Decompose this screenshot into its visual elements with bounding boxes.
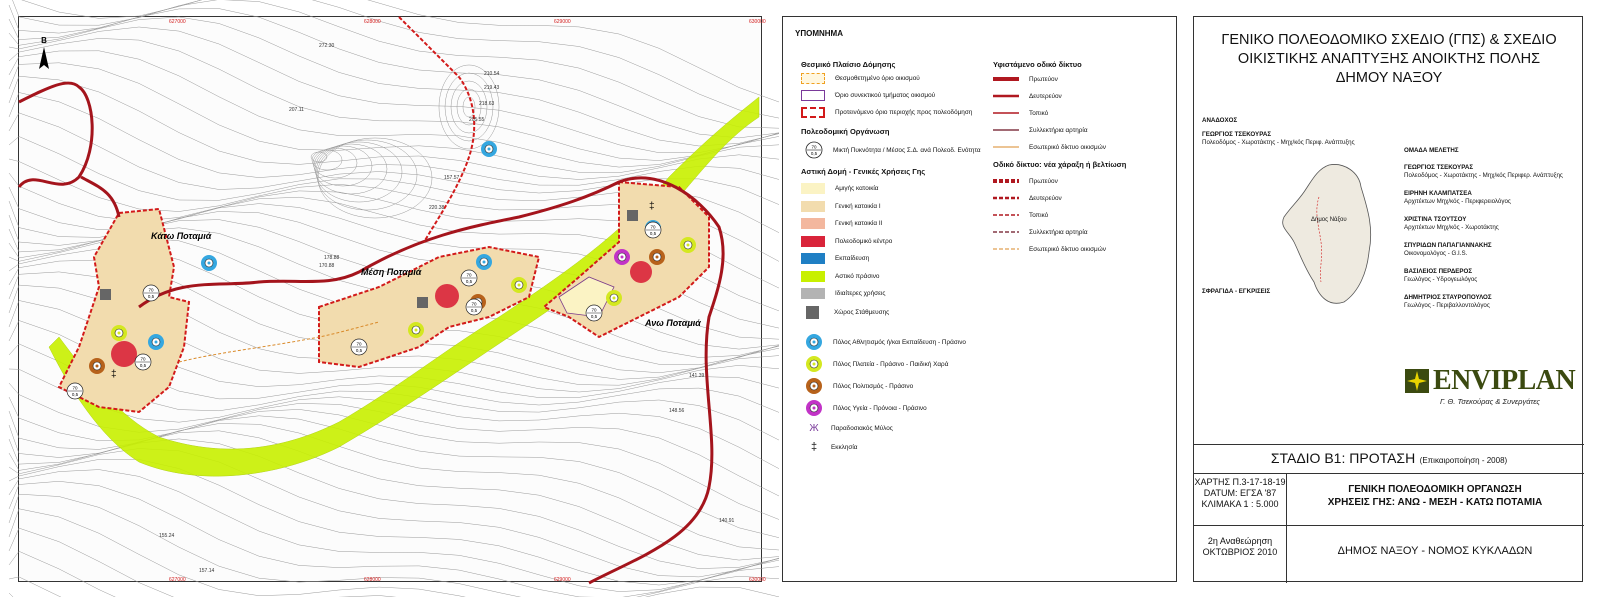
contour-line — [9, 449, 779, 577]
spot-height: 205.55 — [469, 117, 485, 123]
city-center-marker — [111, 341, 137, 367]
density-bottom: 0,5 — [465, 279, 473, 284]
contour-line — [9, 63, 779, 173]
legend-item — [993, 211, 1048, 219]
team-member-name: ΣΠΥΡΙΔΩΝ ΠΑΠΑΓΙΑΝΝΑΚΗΣ — [1404, 242, 1492, 249]
legend-label: Πρωτεύον — [1029, 177, 1058, 185]
mill-icon: Ж — [809, 423, 819, 434]
place-kato-potamia: Κάτω Ποταμιά — [151, 231, 212, 241]
road-primary-existing — [19, 83, 119, 217]
team-member-name: ΓΕΩΡΓΙΟΣ ΤΣΕΚΟΥΡΑΣ — [1404, 164, 1474, 171]
pole-marker — [201, 255, 217, 271]
sheet-title-line-1: ΓΕΝΙΚΗ ΠΟΛΕΟΔΟΜΙΚΗ ΟΡΓΑΝΩΣΗ — [1348, 484, 1522, 495]
datum: DATUM: ΕΓΣΑ '87 — [1203, 488, 1277, 498]
land-use-swatch — [801, 236, 825, 247]
land-use-swatch — [806, 306, 819, 319]
legend-label: Χώρος Στάθμευσης — [834, 308, 890, 316]
legend-label: Τοπικό — [1029, 211, 1049, 219]
spot-height: 140.91 — [719, 518, 735, 524]
legend-label: Αμιγής κατοικία — [835, 185, 879, 192]
svg-text:70: 70 — [811, 144, 817, 150]
legend-land-use-title: Αστική Δομή - Γενικές Χρήσεις Γης — [801, 167, 926, 176]
revision-info — [1194, 536, 1286, 558]
legend-item — [801, 73, 920, 84]
land-use-swatch — [801, 201, 825, 212]
place-ano-potamia: Ανω Ποταμιά — [645, 318, 701, 328]
land-use-swatch — [801, 271, 825, 282]
legend-item — [993, 75, 1058, 83]
contour-ring — [315, 144, 387, 194]
map-number: ΧΑΡΤΗΣ Π.3-17-18-19 — [1194, 477, 1286, 487]
density-marker — [67, 383, 83, 399]
contour-ring — [439, 65, 499, 149]
density-bottom: 0,5 — [649, 231, 657, 236]
density-top: 70 — [72, 385, 78, 391]
contour-line — [9, 470, 779, 592]
density-bottom: 0,5 — [139, 363, 147, 368]
pole-marker — [476, 254, 492, 270]
sheet-title-line-2: ΧΡΗΣΕΙΣ ΓΗΣ: ΑΝΩ - ΜΕΣΗ - ΚΑΤΩ ΠΟΤΑΜΙΑ — [1327, 497, 1543, 508]
pole-icon — [805, 377, 823, 395]
density-marker — [351, 339, 367, 355]
spot-height: 207.11 — [289, 107, 304, 113]
land-use-swatch — [801, 183, 825, 194]
logo-text: ENVIPLAN — [1433, 365, 1576, 396]
grid-label: 629000 — [554, 19, 571, 25]
legend-label: Όριο συνεκτικού τμήματος οικισμού — [835, 92, 936, 99]
legend-item — [801, 90, 935, 101]
legend-label: Εσωτερικό δίκτυο οικισμών — [1029, 143, 1106, 151]
title-panel — [1193, 16, 1583, 582]
swatch-cohesive-boundary — [801, 90, 825, 101]
grid-label: 629000 — [554, 577, 571, 583]
pole-marker — [680, 237, 696, 253]
north-label: Β — [41, 36, 47, 45]
place-mesi-potamia: Μέση Ποταμιά — [361, 267, 422, 277]
contour-line — [9, 528, 779, 597]
team-member-role: Πολεοδόμος - Χωροτάκτης - Μηχ/κός Περιφερ. Ανάπτυξης — [1404, 172, 1563, 179]
legend-label: Μικτή Πυκνότητα / Μέσος Σ.Δ. ανά Πολεοδ. Ενότητα — [833, 146, 981, 154]
legend-label: Πρωτεύον — [1029, 75, 1058, 83]
pole-marker — [511, 277, 527, 293]
legend-panel — [782, 16, 1177, 582]
road-line-icon — [993, 245, 1019, 253]
legend-label: Συλλεκτήρια αρτηρία — [1029, 126, 1088, 134]
inset-label: Δήμος Νάξου — [1311, 217, 1347, 223]
density-bottom: 0,5 — [590, 314, 598, 319]
pole-marker — [614, 249, 630, 265]
contour-line — [9, 509, 779, 597]
legend-label: Γενική κατοικία I — [835, 202, 881, 210]
legend-item — [801, 183, 879, 194]
legend-label: Πολεοδομικό κέντρο — [835, 237, 893, 245]
contour-line — [9, 481, 779, 597]
divider — [1194, 525, 1584, 526]
contour-line — [9, 0, 779, 128]
contour-line — [9, 76, 779, 179]
legend-item — [807, 423, 893, 434]
legend-label: Γενική κατοικία II — [835, 220, 883, 227]
legend-item — [993, 194, 1062, 202]
pole-marker — [111, 325, 127, 341]
density-marker — [645, 222, 661, 238]
grid-label: 630000 — [749, 577, 766, 583]
spot-height: 272.30 — [319, 43, 335, 49]
team-member-role: Γεωλόγος - Περιβαλλοντολόγος — [1404, 302, 1490, 309]
team-member-name: ΒΑΣΙΛΕΙΟΣ ΠΕΡΔΕΡΟΣ — [1404, 268, 1473, 275]
legend-label: Δευτερεύον — [1029, 194, 1062, 202]
spot-height: 178.88 — [324, 255, 340, 261]
road-line-icon — [993, 92, 1019, 100]
legend-title: ΥΠΟΜΝΗΜΑ — [795, 29, 843, 38]
team-label: ΟΜΑΔΑ ΜΕΛΕΤΗΣ — [1404, 147, 1459, 154]
legend-item — [993, 143, 1106, 151]
spot-height: 157.14 — [199, 568, 215, 574]
road-line-icon — [993, 126, 1019, 134]
svg-text:0,5: 0,5 — [810, 151, 818, 156]
legend-item — [801, 288, 885, 299]
city-center-marker — [630, 261, 652, 283]
road-line-icon — [993, 228, 1019, 236]
grid-label: 628000 — [364, 19, 381, 25]
legend-label: Εκκλησία — [831, 443, 858, 451]
density-marker — [466, 299, 482, 315]
pole-marker — [148, 334, 164, 350]
scale: ΚΛΙΜΑΚΑ 1 : 5.000 — [1201, 499, 1279, 509]
road-line-icon — [993, 109, 1019, 117]
legend-item — [801, 306, 889, 319]
land-use-swatch — [801, 253, 825, 264]
parking-marker — [627, 210, 638, 221]
density-top: 70 — [356, 341, 362, 347]
church-icon: ‡ — [810, 441, 818, 453]
road-line-icon — [993, 211, 1019, 219]
legend-item — [993, 177, 1058, 185]
legend-urban-org-title: Πολεοδομική Οργάνωση — [801, 127, 890, 136]
legend-label: Παραδοσιακός Μύλος — [831, 425, 893, 432]
team-member-role: Οικονομολόγος - G.I.S. — [1404, 250, 1468, 257]
density-top: 70 — [466, 272, 472, 278]
road-line-icon — [993, 75, 1019, 83]
church-symbol: ‡ — [111, 369, 117, 380]
density-marker — [143, 285, 159, 301]
legend-item — [801, 107, 972, 118]
contractor-role: Πολεοδόμος - Χωροτάκτης - Μηχ/κός Περιφ. Ανάπτυξης — [1202, 139, 1355, 146]
spot-height: 219.43 — [484, 85, 500, 91]
legend-label: Θεσμοθετημένο όριο οικισμού — [835, 75, 920, 82]
land-use-swatch — [801, 288, 825, 299]
legend-item — [993, 228, 1088, 236]
grid-label: 628000 — [364, 577, 381, 583]
enviplan-logo — [1404, 365, 1576, 406]
legend-item — [801, 253, 869, 264]
team-member-role: Γεωλόγος - Υδρογεωλόγος — [1404, 276, 1478, 283]
legend-item — [801, 271, 879, 282]
contour-line — [9, 577, 779, 597]
divider — [1194, 444, 1584, 445]
contractor-name: ΓΕΩΡΓΙΟΣ ΤΣΕΚΟΥΡΑΣ — [1202, 131, 1272, 138]
legend-item — [805, 333, 966, 351]
density-bottom: 0,5 — [147, 294, 155, 299]
legend-item — [993, 126, 1088, 134]
map-info — [1194, 477, 1286, 510]
spot-height: 155.24 — [159, 533, 175, 539]
grid-label: 627000 — [169, 19, 186, 25]
legend-road-new-title: Οδικό δίκτυο: νέα χάραξη ή βελτίωση — [993, 160, 1127, 169]
legend-item — [805, 377, 913, 395]
contour-ring — [316, 142, 402, 202]
main-title: ΓΕΝΙΚΟ ΠΟΛΕΟΔΟΜΙΚΟ ΣΧΕΔΙΟ (ΓΠΣ) & ΣΧΕΔΙΟ ΟΙΚΙΣΤΙΚΗΣ ΑΝΑΠΤΥΞΗΣ ΑΝΟΙΚΤΗΣ ΠΟΛΗΣ ΔΗΜΟΥ ΝΑΞΟΥ — [1221, 32, 1557, 86]
contour-ring — [445, 73, 493, 141]
legend-label: Ιδιαίτερες χρήσεις — [835, 290, 886, 297]
team-member-name: ΕΙΡΗΝΗ ΚΛΑΜΠΑΤΣΕΑ — [1404, 190, 1472, 197]
legend-label: Τοπικό — [1029, 109, 1049, 117]
church-symbol: ‡ — [649, 201, 655, 212]
legend-label: Δευτερεύον — [1029, 92, 1062, 100]
pole-marker — [649, 249, 665, 265]
contour-line — [9, 9, 779, 138]
land-use-swatch — [801, 218, 825, 229]
revision: 2η Αναθεώρηση — [1207, 536, 1273, 546]
legend-label: Πόλος Πλατεία - Πράσινο - Παιδική Χαρά — [833, 360, 949, 368]
pole-marker — [481, 141, 497, 157]
legend-label: Πόλος Πολιτισμός - Πράσινο — [833, 382, 914, 390]
density-bottom: 0,5 — [355, 348, 363, 353]
legend-label: Εκπαίδευση — [835, 255, 870, 262]
legend-item — [807, 441, 857, 453]
parking-marker — [417, 297, 428, 308]
contour-line — [9, 38, 779, 160]
density-bottom: 0,5 — [470, 308, 478, 313]
density-marker — [461, 270, 477, 286]
density-top: 70 — [140, 356, 146, 362]
grid-label: 627000 — [169, 577, 186, 583]
swatch-settlement-boundary — [801, 73, 825, 84]
spot-height: 141.39 — [689, 373, 705, 379]
stage-line — [1194, 450, 1584, 468]
pole-marker — [408, 322, 424, 338]
revision-date: ΟΚΤΩΒΡΙΟΣ 2010 — [1202, 547, 1278, 557]
divider — [1194, 473, 1584, 474]
legend-institutional-title: Θεσμικό Πλαίσιο Δόμησης — [801, 60, 896, 69]
contour-line — [9, 17, 779, 146]
legend-item — [801, 218, 882, 229]
map-panel[interactable] — [18, 16, 766, 583]
stage-note: (Επικαιροποίηση - 2008) — [1419, 456, 1508, 465]
team-member-name: ΧΡΙΣΤΙΝΑ ΤΣΟΥΤΣΟΥ — [1404, 216, 1467, 223]
contour-line — [9, 593, 779, 597]
pole-marker — [89, 358, 105, 374]
map-canvas[interactable] — [19, 17, 766, 583]
legend-item — [805, 141, 981, 159]
spot-height: 170.88 — [319, 263, 335, 269]
pole-icon — [805, 333, 823, 351]
legend-item — [801, 236, 892, 247]
density-marker — [135, 354, 151, 370]
grid-label: 630000 — [749, 19, 766, 25]
legend-label: Αστικό πράσινο — [835, 272, 880, 280]
contour-line — [9, 439, 779, 569]
spot-height: 148.56 — [669, 408, 685, 414]
naxos-inset-map — [1249, 157, 1389, 307]
team-member-name: ΔΗΜΗΤΡΙΟΣ ΣΤΑΥΡΟΠΟΥΛΟΣ — [1404, 294, 1492, 301]
road-line-icon — [993, 194, 1019, 202]
contour-line — [9, 0, 779, 102]
pole-marker — [606, 290, 622, 306]
legend-label: Πόλος Υγεία - Πρόνοια - Πράσινο — [833, 404, 927, 412]
legend-label: Πόλος Αθλητισμός ή/και Εκπαίδευση - Πράσινο — [833, 338, 966, 346]
contractor-label: ΑΝΑΔΟΧΟΣ — [1202, 117, 1238, 124]
density-bottom: 0,5 — [71, 392, 79, 397]
contour-line — [9, 27, 779, 153]
density-symbol-icon — [805, 141, 823, 159]
sheet-title — [1286, 483, 1584, 509]
pole-icon — [805, 399, 823, 417]
legend-item — [993, 92, 1062, 100]
legend-road-existing-title: Υφιστάμενο οδικό δίκτυο — [993, 60, 1082, 69]
logo-star-icon — [1404, 368, 1430, 394]
contour-line — [9, 51, 779, 167]
swatch-proposed-boundary — [801, 107, 825, 118]
legend-item — [993, 245, 1106, 253]
legend-item — [801, 201, 881, 212]
contour-line — [9, 0, 779, 118]
parking-marker — [100, 289, 111, 300]
road-line-icon — [993, 177, 1019, 185]
team-member-role: Αρχιτέκτων Μηχ/κός - Χωροτάκτης — [1404, 224, 1499, 231]
legend-item — [805, 399, 927, 417]
stage-title: ΣΤΑΔΙΟ Β1: ΠΡΟΤΑΣΗ — [1270, 450, 1416, 466]
legend-label: Συλλεκτήρια αρτηρία — [1029, 228, 1088, 236]
density-marker — [586, 305, 602, 321]
spot-height: 157.57 — [444, 175, 460, 181]
pole-icon — [805, 355, 823, 373]
team-member-role: Αρχιτέκτων Μηχ/κός - Περιφερειολόγος — [1404, 198, 1511, 205]
density-top: 70 — [471, 301, 477, 307]
legend-item — [993, 109, 1048, 117]
density-top: 70 — [650, 224, 656, 230]
spot-height: 210.54 — [484, 71, 500, 77]
municipality: ΔΗΜΟΣ ΝΑΞΟΥ - ΝΟΜΟΣ ΚΥΚΛΑΔΩΝ — [1337, 545, 1533, 557]
road-line-icon — [993, 143, 1019, 151]
density-top: 70 — [591, 307, 597, 313]
contour-line — [9, 93, 779, 186]
legend-label: Προτεινόμενο όριο περιοχής προς πολεοδόμηση — [835, 109, 973, 116]
legend-label: Εσωτερικό δίκτυο οικισμών — [1029, 245, 1106, 253]
seal-label: ΣΦΡΑΓΙΔΑ - ΕΓΚΡΙΣΕΙΣ — [1202, 288, 1271, 295]
city-center-marker — [435, 284, 459, 308]
legend-item — [805, 355, 948, 373]
logo-subtitle: Γ. Θ. Τσεκούρας & Συνεργάτες — [1439, 397, 1541, 406]
spot-height: 220.38 — [429, 205, 445, 211]
spot-height: 218.63 — [479, 101, 495, 107]
density-top: 70 — [148, 287, 154, 293]
